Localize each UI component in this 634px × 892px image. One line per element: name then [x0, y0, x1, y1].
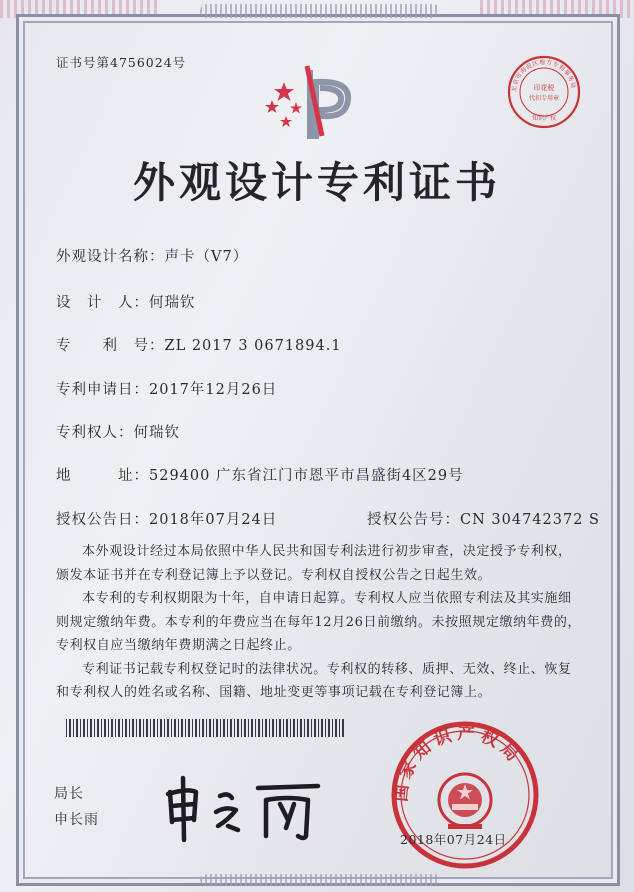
stamp-small-bottom: 知识产权: [531, 115, 557, 122]
director-title: 局长: [54, 786, 84, 802]
field-value: ZL 2017 3 0671894.1: [164, 338, 342, 354]
border-ornament-bottom: [200, 874, 440, 886]
stamp-small-arc-text: 北京市海淀区地方专利事务局: [510, 58, 577, 93]
field-address: [56, 464, 464, 485]
field-designer: [56, 291, 196, 312]
certificate-body: [56, 540, 584, 705]
field-value: 529400 广东省江门市恩平市昌盛街4区29号: [149, 468, 464, 484]
stamp-small-inner2: 代扣专用章: [528, 95, 560, 102]
field-value: 2018年07月24日: [149, 512, 278, 528]
body-paragraph-2: 本专利的专利权期限为十年，自申请日起算。专利权人应当依照专利法及其实施细则规定缴纳年费。本专利的年费应当在每年12月26日前缴纳。未按照规定缴纳年费的，专利权自应当缴纳年费期满之日起终止。: [56, 591, 582, 653]
cnipa-logo-icon: [262, 62, 372, 142]
field-label: 专利权人：: [56, 425, 134, 441]
certificate-number: 证书号第4756024号: [56, 55, 187, 70]
barcode: [66, 719, 346, 737]
stamp-small-inner: 印花税: [533, 84, 555, 92]
field-label: 外观设计名称：: [56, 249, 165, 265]
field-grant-no: [367, 508, 600, 529]
field-grant-date: [56, 508, 277, 529]
field-value: 声卡（V7）: [164, 249, 249, 265]
field-patent-no: [56, 334, 342, 355]
seal-date: 2018年07月24日: [400, 832, 507, 847]
field-value: CN 304742372 S: [460, 512, 600, 528]
border-ornament-top: [200, 4, 440, 18]
field-design-name: [56, 245, 248, 266]
field-label: 设 计 人：: [56, 295, 149, 311]
field-label: 授权公告号：: [367, 512, 460, 528]
field-patentee: [56, 421, 180, 442]
field-label: 地 址：: [56, 468, 149, 484]
body-paragraph-1: 本外观设计经过本局依照中华人民共和国专利法进行初步审查，决定授予专利权，颁发本证书并在专利登记簿上予以登记。专利权自授权公告之日起生效。: [56, 544, 572, 583]
field-filing-date: [56, 378, 277, 399]
seal-arc-text: 国家知识产权局: [391, 723, 526, 803]
field-label: 专利申请日：: [56, 382, 149, 398]
director-name: 申长雨: [54, 812, 99, 828]
body-paragraph-3: 专利证书记载专利权登记时的法律状况。专利权的转移、质押、无效、终止、恢复和专利权人的姓名或名称、国籍、地址变更等事项记载在专利登记簿上。: [56, 661, 572, 700]
national-emblem-icon: [439, 774, 491, 829]
field-value: 何瑞钦: [149, 295, 196, 311]
field-value: 何瑞钦: [133, 425, 180, 441]
field-value: 2017年12月26日: [149, 382, 278, 398]
field-label: 专 利 号：: [56, 338, 165, 354]
field-label: 授权公告日：: [56, 512, 149, 528]
handwritten-signature: [158, 770, 333, 845]
tax-stamp-small: [506, 54, 582, 130]
certificate-title: 外观设计专利证书: [132, 158, 501, 207]
